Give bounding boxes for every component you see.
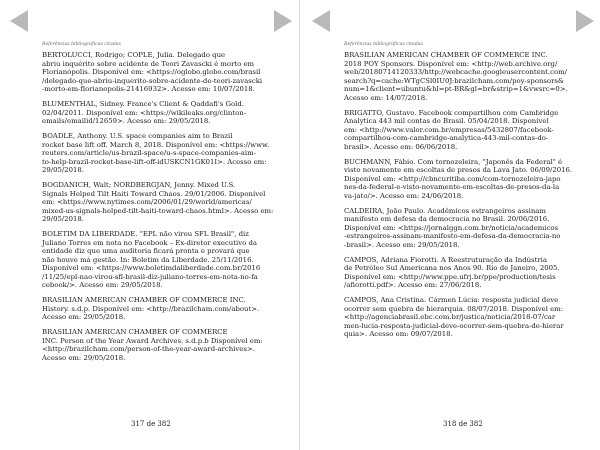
- entry-line: reuters.com/article/us-brazil-space/u-s-space-companies-aim-: [42, 149, 256, 157]
- entry-line: -morto-em-florianopolis-21416932>. Acesso em: 10/07/2018.: [42, 85, 255, 93]
- bibliography-entry: [344, 109, 572, 152]
- running-head: Referências bibliográficas citadas: [42, 42, 121, 47]
- entry-line: /delegado-que-abriu-inquerito-sobre-acidente-de-teori-zavascki: [42, 76, 263, 85]
- entry-line: va-jato/>. Acesso em: 24/06/2018.: [344, 191, 464, 200]
- entry-line: /afiorotti.pdf>. Acesso em: 27/06/2018.: [344, 281, 482, 289]
- entry-line: 29/05/2018.: [42, 215, 84, 223]
- entry-line: BLUMENTHAL, Sidney. France's Client & Qaddafi's Gold.: [42, 100, 244, 108]
- next-page-button[interactable]: [270, 8, 296, 34]
- entry-line: BOLETIM DA LIBERDADE. "EPL não virou SFL Brasil", diz: [42, 230, 249, 238]
- arrow-right-icon: [572, 8, 598, 34]
- right-page: [300, 0, 600, 450]
- entry-line: -estrangeiros-assinam-manifesto-em-defesa-da-democracia-no: [344, 232, 561, 240]
- entry-line: search?q=cache:WTgCSl0IU0J:brazilcham.com/poy-sponsors&: [344, 76, 565, 85]
- entry-line: visto novamente em escoltas de presos da Lava Jato. 06/09/2016.: [344, 166, 573, 174]
- entry-line: 2018 POY Sponsors. Disponível em: <http://web.archive.org/: [344, 59, 558, 68]
- bibliography-list: [42, 51, 274, 369]
- bibliography-entry: [42, 51, 268, 94]
- entry-line: Acesso em: 29/05/2018.: [42, 313, 126, 321]
- entry-line: entidade diz que uma auditoria ficará pronta e provará que: [42, 247, 250, 255]
- bibliography-entry: [344, 207, 572, 250]
- bibliography-entry: [344, 256, 572, 290]
- entry-line: Disponível em: <https://jornalggn.com.br/noticia/academicos: [344, 223, 559, 232]
- bibliography-entry: [344, 158, 572, 201]
- entry-line: Juliano Torres em nota no Facebook – Ex-diretor executivo da: [42, 238, 257, 247]
- bibliography-entry: [42, 230, 268, 290]
- entry-line: em: <http://www.valor.com.br/empresas/5432807/facebook-: [344, 125, 554, 134]
- arrow-right-icon: [270, 8, 296, 34]
- entry-line: Disponível em: <https://www.boletimdaliberdade.com.br/2016: [42, 264, 261, 272]
- entry-line: Disponível em: <http://cbncuritiba.com/com-tornozeleira-japo: [344, 174, 561, 183]
- bibliography-entry: [42, 181, 274, 224]
- bibliography-list: [344, 51, 572, 345]
- entry-line: CALDEIRA, João Paulo. Acadêmicos estrangeiros assinam: [344, 206, 546, 215]
- entry-line: nes-da-federal-e-visto-novamente-em-escoltas-de-presos-da-la: [344, 183, 560, 191]
- entry-line: ocorrer sem quebra de hierarquia. 08/07/2018. Disponível em:: [344, 304, 564, 313]
- entry-line: mixed-us-signals-helped-tilt-haiti-toward-chaos.html>. Acesso em:: [42, 206, 274, 215]
- previous-page-button[interactable]: [308, 8, 334, 34]
- entry-line: BRASILIAN AMERICAN CHAMBER OF COMMERCE INC.: [344, 51, 548, 59]
- entry-line: Acesso em: 29/05/2018.: [42, 353, 126, 362]
- next-page-button[interactable]: [572, 8, 598, 34]
- arrow-left-icon: [6, 8, 32, 34]
- entry-line: <http://brazilcham.com/person-of-the-year-award-archives>.: [42, 345, 255, 353]
- entry-line: cebook/>. Acesso em: 29/05/2018.: [42, 281, 163, 289]
- entry-line: não houve má gestão. In: Boletim da Liberdade. 25/11/2016.: [42, 255, 254, 264]
- entry-line: History. s.d.p. Disponível em: <http://brazilcham.com/about>.: [42, 304, 260, 313]
- entry-line: BRASILIAN AMERICAN CHAMBER OF COMMERCE INC.: [42, 296, 246, 304]
- entry-line: <http://agenciabrasil.ebc.com.br/justica/noticia/2018-07/car: [344, 313, 556, 321]
- entry-line: em: <https://www.nytimes.com/2006/01/29/world/americas/: [42, 198, 252, 206]
- entry-line: BERTOLUCCI, Rodrigo; COPLE, Julia. Delegado que: [42, 51, 226, 59]
- page-number: 318 de 382: [443, 420, 483, 428]
- arrow-left-icon: [308, 8, 334, 34]
- entry-line: emails/emailid/12659>. Acesso em: 29/05/2018.: [42, 117, 211, 125]
- entry-line: BRIGATTO, Gustavo. Facebook compartilhou com Cambridge: [344, 108, 559, 117]
- running-head: Referências bibliográficas citadas: [344, 42, 423, 47]
- entry-line: INC. Person of the Year Award Archives. s.d.p.b Disponível em:: [42, 336, 263, 345]
- page-number: 317 de 382: [131, 420, 171, 428]
- entry-line: men-lucia-resposta-judicial-deve-ocorrer-sem-quebra-de-hierar: [344, 321, 564, 330]
- bibliography-entry: [42, 328, 268, 362]
- previous-page-button[interactable]: [6, 8, 32, 34]
- entry-line: BOGDANICH, Walt; NORDBERGJAN, Jenny. Mixed U.S.: [42, 181, 236, 189]
- entry-line: CAMPOS, Adriana Fiorotti. A Reestruturação da Indústria: [344, 255, 547, 264]
- entry-line: 02/04/2011. Disponível em: <https://wikileaks.org/clinton-: [42, 108, 247, 117]
- entry-line: Analytica 443 mil contas do Brasil. 05/04/2018. Disponível: [344, 117, 549, 125]
- entry-line: Florianópolis. Disponível em: <https://oglobo.globo.com/brasil: [42, 68, 261, 76]
- entry-line: Disponível em: <http://www.ppe.ufrj.br/ppe/production/tesis: [344, 272, 556, 281]
- bibliography-entry: [42, 100, 268, 126]
- entry-line: BUCHMANN, Fábio. Com tornozeleira, "Japonês da Federal" é: [344, 157, 563, 166]
- entry-line: Signals Helped Tilt Haiti Toward Chaos. 29/01/2006. Disponível: [42, 189, 266, 198]
- bibliography-entry: [42, 132, 268, 175]
- entry-line: num=1&client=ubuntu&hl=pt-BR&gl=br&strip=1&vwsrc=0>.: [344, 85, 568, 93]
- entry-line: web/20180714120333/http://webcache.googleusercontent.com/: [344, 68, 567, 76]
- entry-line: de Petróleo Sul Americana nos Anos 90. Rio de Janeiro, 2005.: [344, 264, 560, 272]
- entry-line: BRASILIAN AMERICAN CHAMBER OF COMMERCE: [42, 328, 228, 336]
- entry-line: brasil>. Acesso em: 06/06/2018.: [344, 142, 458, 151]
- entry-line: quia>. Acesso em: 09/07/2018.: [344, 330, 453, 338]
- entry-line: rocket base lift off. March 8, 2018. Disponível em: <https://www.: [42, 140, 270, 149]
- entry-line: Acesso em: 14/07/2018.: [344, 93, 428, 102]
- entry-line: BOADLE, Anthony. U.S. space companies aim to Brazil: [42, 132, 233, 140]
- entry-line: CAMPOS, Ana Cristina. Cármen Lúcia: resposta judicial deve: [344, 296, 559, 304]
- entry-line: manifesto em defesa da democracia no Brasil. 20/06/2016.: [344, 215, 550, 223]
- entry-line: compartilhou-com-cambridge-analytica-443-mil-contas-do-: [344, 134, 549, 142]
- entry-line: abriu inquérito sobre acidente de Teori Zavascki é morto em: [42, 59, 255, 68]
- entry-line: -brasil>. Acesso em: 29/05/2018.: [344, 240, 460, 249]
- bibliography-entry: [344, 51, 572, 102]
- bibliography-entry: [42, 296, 268, 322]
- bibliography-entry: [344, 296, 572, 339]
- entry-line: 29/05/2018.: [42, 166, 84, 174]
- entry-line: to-help-brazil-rocket-base-lift-off-idUSKCN1GK01I>. Acesso em:: [42, 157, 267, 166]
- entry-line: /11/25/epl-nao-virou-sfl-brasil-diz-juliano-torres-em-nota-no-fa: [42, 272, 258, 281]
